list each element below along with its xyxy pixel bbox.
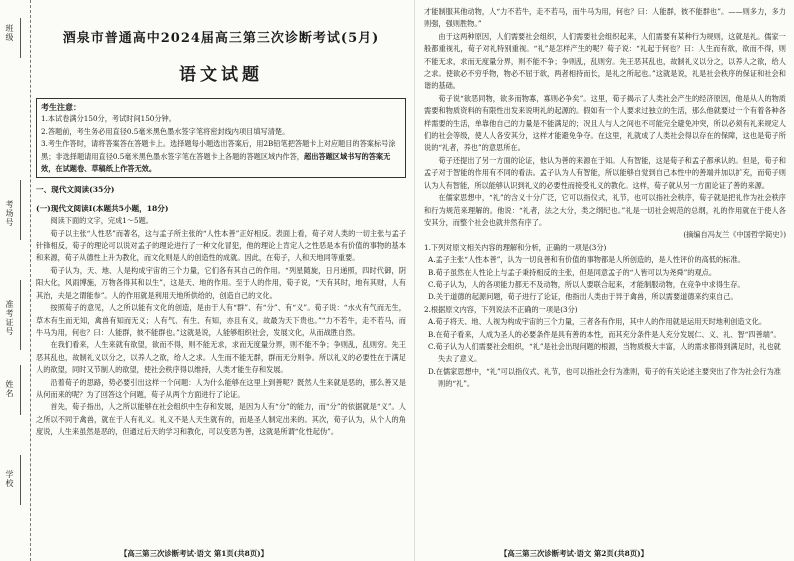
passage-paragraph: 荀子认为，天、地、人是构成宇宙的三个力量，它们各有其自己的作用。“列星随旋，日月递照，四时代御，阴阳大化，风雨博施，万物各得其和以生”，这是天、地的作用。至于人的作用，荀子说，“天有其时，地有其财，人有其治，夫是之谓能参”。人的作用就是利用天地所供给的，创造自己的文化。 [36,265,406,300]
notice-box [36,98,406,178]
notice-item-bold: 超出答题区域书写的答案无效，在试题卷、草稿纸上作答无效。 [41,151,391,174]
question-option: A.孟子主张“人性本善”，认为一切良善和有价值的事物都是人所创造的，是人性评价的高低的标准。 [428,255,745,265]
passage-paragraph: 才能制服其他动物，人“力不若牛，走不若马，而牛马为用，何也？曰：人能群，彼不能群也”。——则多力，多力则强，强则胜物。” [424,7,786,29]
paper-title: 语文试题 [179,65,263,85]
name-label: 姓名 [5,380,14,398]
footer-page-1: 【高三第三次诊断考试·语文 第1页(共8页)】 [120,549,269,558]
passage-paragraph: 在儒家思想中，“礼”的含义十分广泛，它可以指仪式，礼节，也可以指社会秩序，荀子就是把礼作为社会秩序和行为规范来理解的。他说：“礼者，法之大分，类之纲纪也。”礼是一切社会规范的总纲，礼的作用就在于使人各安其分，而整个社会也就井然有序了。 [424,193,786,227]
name-line [20,365,21,415]
exam-room-line [20,180,21,240]
passage-paragraph: 由于这两种原因，人们需要社会组织，人们需要社会组织起来，人们需要有某种行为规则，这就是礼。儒家一般都重视礼，荀子对礼特别重视。“礼”是怎样产生的呢？荀子说：“礼起于何也？曰：人生而有欲，欲而不得，则不能无求，求而无度量分界，则不能不争；争则乱，乱则穷。先王恶其乱也，故制礼义以分之，以养人之欲，给人之求。使欲必不穷乎物，物必不屈于欲，两者相持而长，是礼之所起也。”这就是说，礼是社会秩序的保证和社会和谐的基础。 [424,31,786,91]
question-option: B.荀子虽然在人性论上与孟子秉持相反的主张，但是同意孟子的“人皆可以为尧舜”的观点。 [428,267,717,277]
exam-room-label: 考场号 [5,200,14,227]
notice-item: 3.考生作答时，请将答案答在答题卡上。选择题每小题选出答案后，用2B铅笔把答题卡上对应题目的答案标号涂黑；非选择题请用直径0.5毫米黑色墨水签字笔在答题卡上各题的答题区域内作答， [41,139,396,161]
passage-paragraph: 首先，荀子指出，人之所以能够在社会组织中生存和发展，是因为人有“分”的能力，而“分”的依据就是“义”。人之所以不同于禽兽，就在于人有礼义。礼义不是人天生就有的，而是圣人制定出来的。其次，荀子认为，从个人的角度说，人生来虽然是恶的，但通过后天的学习和教化，可以变恶为善，这就是所谓“化性起伪”。 [36,402,406,437]
school-label: 学校 [5,470,14,488]
passage-paragraph: 在我们看来，人生来就有欲望，欲而不得，则不能无求，求而无度量分界，则不能不争；争则乱，乱则穷。先王恶其乱也，故制礼义以分之，以养人之欲，给人之求。人生而不能无群，群而无分则争。所以礼义的必要性在于满足人的欲望，同时又节制人的欲望，使社会秩序得以维持，人类才能生存和发展。 [36,340,406,375]
section-heading: 一、现代文阅读(35分) [36,185,115,195]
page-divider [414,0,415,561]
passage-paragraph: 按照荀子的意见，人之所以能有文化的创造，是由于人有“群”、有“分”、有“义”。荀子说：“水火有气而无生，草木有生而无知，禽兽有知而无义；人有气、有生、有知，亦且有义，故最为天下贵也。”“力不若牛，走不若马，而牛马为用，何也？曰：人能群，彼不能群也。”这就是说，人能够组织社会，发展文化，从而战胜自然。 [36,303,406,337]
passage-paragraph: 荀子以主张“人性恶”而著名，这与孟子所主张的“人性本善”正好相反。表面上看，荀子对人类的一切主张与孟子针锋相反，荀子的理论可以说对孟子的理论进行了一种文化冒犯，他的理论上肯定人之性恶是本有价值的事物的基本和来源，荀子从德性上升为教化，而文化则是人的创造性的成就。因此，在荀子，人和天地同等重要。 [36,228,406,263]
instruction: 阅读下面的文字，完成1～5题。 [50,216,153,226]
notice-item: 1.本试卷满分150分，考试时间150分钟。 [41,114,176,124]
question-stem: 2.根据原文内容，下列说法不正确的一项是(3分) [424,304,578,314]
exam-title: 酒泉市普通高中2024届高三第三次诊断考试(5月) [62,31,380,46]
question-option: D.在儒家思想中，“礼”可以指仪式、礼节，也可以指社会行为准则，荀子的有关论述主要突出了作为社会行为准则的“礼”。 [428,366,781,389]
class-line [20,18,21,58]
school-line [20,455,21,505]
passage-paragraph: 荀子还提出了另一方面的论证，他认为善的来源在于知。人有智能，这是荀子和孟子都承认的。但是，荀子和孟子对于智能的作用有不同的看法。孟子认为人有智能，所以能够自觉到自己本性中的善端并加以扩充，而荀子则认为人有智能，所以能够认识到礼义的必要性而接受礼义的教化。这样，荀子就从另一方面论证了善的来源。 [424,155,786,190]
source-citation: (摘编自冯友兰《中国哲学简史》) [683,230,786,240]
subsection-heading: (一)现代文阅读Ⅰ(本题共5小题，18分) [36,203,169,213]
class-label: 班级 [5,24,14,42]
seat-number-line [20,280,21,350]
passage-paragraph: 荀子说“欲恶同物，欲多而物寡，寡则必争矣”。这里，荀子揭示了人类社会产生的经济原因，他是从人的物质需要和物质资料的有限性出发来说明礼的起源的。假如有一个人要求过独立的生活，那么他就要过一个有着各种各样需要的生活，单靠他自己的力量是不能满足的；况且人与人之间也不可能完全避免冲突，所以必须有礼来规定人们的社会等级，使人人各安其分，这样才能避免争夺。在这里，礼就成了人类社会得以存在的保障，这也是荀子所说的“礼者，养也”的意思所在。 [424,93,786,153]
page-1 [36,6,406,545]
binding-strip [0,0,31,561]
notice-item: 2.答题前，考生务必用直径0.5毫米黑色墨水签字笔将密封线内项目填写清楚。 [41,126,290,136]
question-option: C.荀子认为人们需要社会组织，“礼”是社会出现问题的根源，当物质极大丰富，人的需求都得到满足时，礼也就失去了意义。 [428,341,781,364]
notice-heading: 考生注意： [41,102,81,112]
seat-number-label: 准考证号 [5,300,14,336]
question-stem: 1.下列对原文相关内容的理解和分析，正确的一项是(3分) [424,242,607,252]
question-option: D.关于道德的起源问题，荀子进行了论证，他指出人类由于异于禽兽，所以需要道德来约束自己。 [428,292,738,302]
question-option: B.在荀子看来，人成为圣人的必要条件是具有善的本性，而其充分条件是人充分发展仁、义、礼、智“四善端”。 [428,329,781,339]
footer-page-2: 【高三第三次诊断考试·语文 第2页(共8页)】 [500,549,649,558]
passage-paragraph: 沿着荀子的思路，势必要引出这样一个问题：人为什么能够在这里上到善呢？既然人生来就是恶的，那么善又是从何而来的呢？为了回答这个问题，荀子从两个方面进行了论证。 [36,377,406,399]
question-option: C.荀子认为，人的各项能力都无不及动物，所以人要联合起来，才能制服动物，在竞争中求得生存。 [428,279,745,289]
page-2 [424,6,786,545]
question-option: A.荀子将天、地、人视为构成宇宙的三个力量，三者各有作用，其中人的作用就是运用天时地利创造文化。 [428,317,767,327]
